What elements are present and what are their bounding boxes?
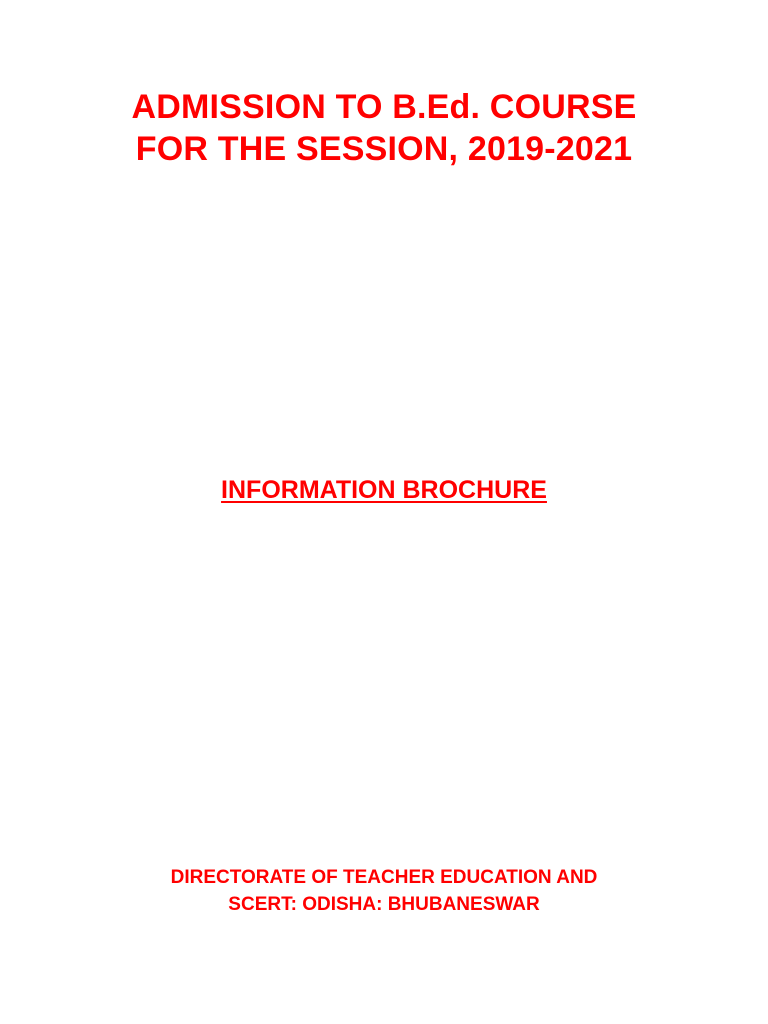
issuer-line-directorate: DIRECTORATE OF TEACHER EDUCATION AND [170,867,598,888]
title-line-admission: ADMISSION TO B.Ed. COURSE [131,88,637,126]
issuer-line-location: SCERT: ODISHA: BHUBANESWAR [228,894,540,915]
brochure-heading-text: INFORMATION BROCHURE [221,476,547,504]
document-title [0,86,768,170]
brochure-heading [0,474,768,506]
issuer-block [0,864,768,918]
title-line-session: FOR THE SESSION, 2019-2021 [135,130,633,168]
